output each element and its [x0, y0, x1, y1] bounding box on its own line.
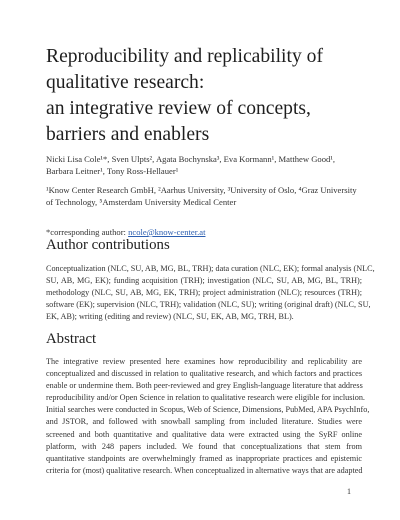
section-heading-contributions: Author contributions: [46, 237, 170, 253]
text-line: and JSTOR, and followed with snowball sampling from included literature. Studies were: [46, 417, 362, 427]
text-line: methodology (NLC, SU, AB, MG, EK, TRH); project administration (NLC); resources (TRH);: [46, 288, 362, 298]
text-line: Conceptualization (NLC, SU, AB, MG, BL, TRH); data curation (NLC, EK); formal analysis (NLC,: [46, 264, 375, 273]
title-line: qualitative research:: [46, 72, 205, 93]
text-line: reproducibility and/or Open Science in relation to qualitative research were eligible for inclusion.: [46, 393, 365, 403]
text-line: SU, AB, MG, EK); funding acquisition (TRH); investigation (NLC, SU, AB, MG, BL, TRH);: [46, 276, 362, 286]
text-line: The integrative review presented here examines how reproducibility and replicability are: [46, 357, 362, 366]
contributions-text: [46, 263, 375, 323]
text-line: criteria for (most) qualitative research. When conceptualized in alternative ways that are adapted: [46, 465, 363, 475]
title-line: an integrative review of concepts,: [46, 98, 311, 119]
text-line: quantitative standpoints are overwhelmingly framed as inappropriate practices and epistemic: [46, 453, 362, 463]
text-line: Initial searches were conducted in Scopus, Web of Science, Dimensions, PubMed, APA PsychInfo,: [46, 405, 370, 415]
page-number: 1: [347, 487, 351, 496]
section-heading-abstract: Abstract: [46, 331, 97, 347]
text-line: screened and both quantitative and qualitative data were extracted using the SyRF online: [46, 429, 362, 439]
abstract-text: [46, 356, 370, 477]
corresponding-label: *corresponding author:: [46, 227, 129, 237]
text-line: platform, with 248 papers included. We found that conceptualizations that stem from: [46, 441, 362, 451]
text-line: conceptualized and discussed in relation to qualitative research, and which factors and practices: [46, 369, 362, 379]
corresponding-email-link[interactable]: ncole@know-center.at: [128, 227, 206, 237]
text-line: EK, AB); writing (editing and review) (NLC, SU, EK, AB, MG, TRH, BL).: [46, 312, 294, 322]
text-line: enable or undermine them. Both peer-reviewed and grey English-language literature that address: [46, 381, 363, 391]
title-line: Reproducibility and replicability of: [46, 46, 323, 67]
author-list: Nicki Lisa Cole¹*, Sven Ulpts², Agata Bochynska³, Eva Kormann¹, Matthew Good¹, Barbara Leitner¹, Tony Ross-Hellauer¹: [46, 154, 336, 176]
title-line: barriers and enablers: [46, 124, 210, 145]
text-line: software (EK); supervision (NLC, TRH); validation (NLC, SU); writing (original draft) (NLC, SU,: [46, 300, 371, 310]
affiliations: ¹Know Center Research GmbH, ²Aarhus University, ³University of Oslo, ⁴Graz University of Technology, ⁵Amsterdam University Medical Center: [46, 185, 357, 207]
paper-title: [46, 44, 366, 148]
